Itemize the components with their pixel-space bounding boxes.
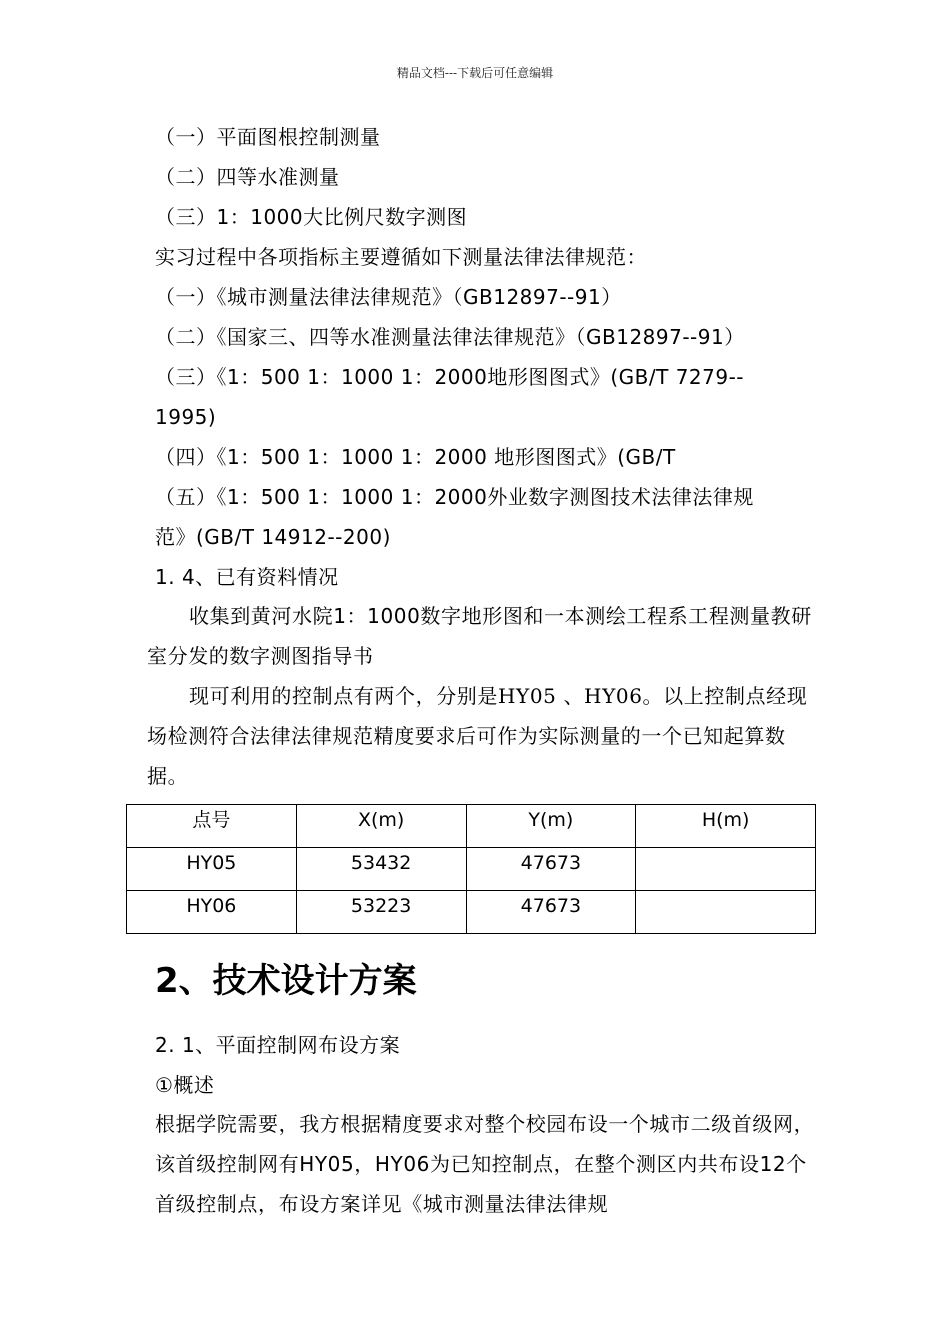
standard-item-continued: 范》(GB/T 14912--200) bbox=[155, 525, 391, 549]
control-paragraph bbox=[147, 676, 812, 796]
table-cell bbox=[636, 848, 816, 891]
control-point-codes: HY05 、HY06 bbox=[498, 684, 643, 708]
section-heading: 1. 4、已有资料情况 bbox=[155, 565, 339, 589]
list-item: （三）1：1000大比例尺数字测图 bbox=[155, 205, 468, 229]
column-header: H(m) bbox=[636, 805, 816, 848]
list-item: （二）四等水准测量 bbox=[155, 165, 340, 189]
overview-heading: ①概述 bbox=[155, 1073, 215, 1097]
table-row bbox=[127, 848, 816, 891]
list-item: （一）平面图根控制测量 bbox=[155, 125, 381, 149]
standard-item-continued: 1995) bbox=[155, 405, 217, 429]
control-text: 现可利用的控制点有两个，分别是 bbox=[189, 684, 498, 708]
column-header: Y(m) bbox=[466, 805, 636, 848]
table-cell: 47673 bbox=[466, 891, 636, 934]
standard-item: （二）《国家三、四等水准测量法律法律规范》（GB12897--91） bbox=[155, 325, 745, 349]
table-header-row bbox=[127, 805, 816, 848]
section-title: 2、技术设计方案 bbox=[155, 961, 417, 1001]
collected-paragraph: 收集到黄河水院1：1000数字地形图和一本测绘工程系工程测量教研室分发的数字测图指导书 bbox=[147, 604, 812, 668]
table-cell bbox=[636, 891, 816, 934]
table-cell: HY05 bbox=[127, 848, 297, 891]
standard-item: （五）《1：500 1：1000 1：2000外业数字测图技术法律法律规 bbox=[155, 485, 754, 509]
intro-text: 实习过程中各项指标主要遵循如下测量法律法律规范： bbox=[155, 245, 647, 269]
standard-item: （一）《城市测量法律法律规范》（GB12897--91） bbox=[155, 285, 622, 309]
overview-paragraph: 根据学院需要，我方根据精度要求对整个校园布设一个城市二级首级网，该首级控制网有HY05，HY06为已知控制点，在整个测区内共布设12个首级控制点，布设方案详见《城市测量法律法律规 bbox=[155, 1112, 815, 1216]
control-point-table bbox=[126, 804, 816, 934]
table-cell: 53223 bbox=[296, 891, 466, 934]
table-row bbox=[127, 891, 816, 934]
page-header: 精品文档---下载后可任意编辑 bbox=[396, 66, 554, 80]
standard-item: （四）《1：500 1：1000 1：2000 地形图图式》(GB/T bbox=[155, 445, 676, 469]
table-cell: 53432 bbox=[296, 848, 466, 891]
table-cell: 47673 bbox=[466, 848, 636, 891]
subsection-heading: 2. 1、平面控制网布设方案 bbox=[155, 1033, 401, 1057]
table-cell: HY06 bbox=[127, 891, 297, 934]
column-header: 点号 bbox=[127, 805, 297, 848]
standard-item: （三）《1：500 1：1000 1：2000地形图图式》(GB/T 7279-- bbox=[155, 365, 745, 389]
column-header: X(m) bbox=[296, 805, 466, 848]
control-text: 。以上控制点经现场检测符合法律法律规范精度要求后可作为实际测量的一个已知起算数据。 bbox=[147, 684, 808, 788]
